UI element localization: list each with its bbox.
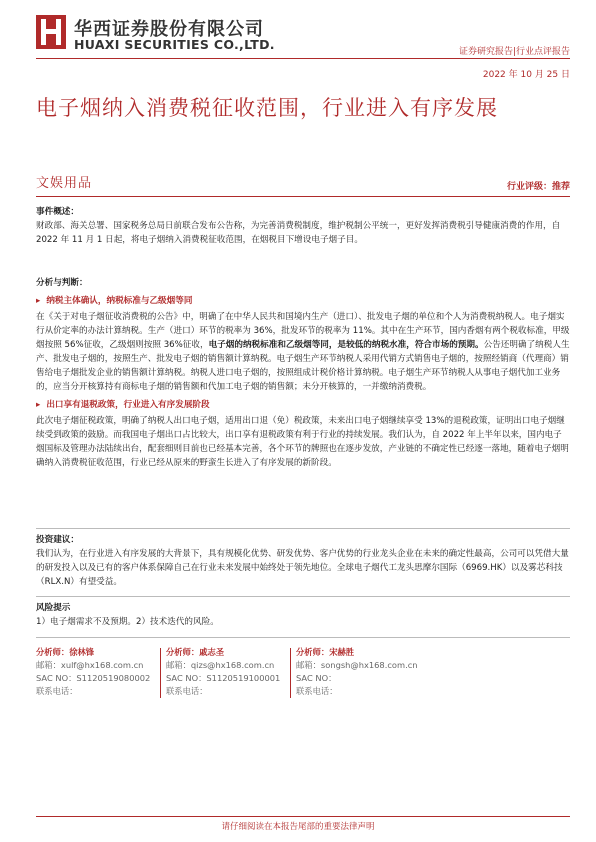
company-name-cn: 华西证券股份有限公司 [74,19,264,40]
section-divider [36,637,570,638]
risk-heading: 风险提示 [36,603,71,613]
analysis-p1-bold: 电子烟的纳税标准和乙级烟等同，是较低的纳税水准，符合市场的预期。 [208,340,484,350]
industry-rating: 行业评级：推荐 [506,182,570,192]
analysis-heading: 分析与判断： [36,278,88,288]
advice-text: 我们认为，在行业进入有序发展的大背景下，具有规模化优势、研发优势、客户优势的行业龙头企业在未来的确定性最高，公司可以凭借大量的研发投入以及已有的客户体系保障自己在行业未来发展中始终处于领先地位。全球电子烟代工龙头思摩尔国际（6969.HK）以及雾芯科技（RLX.N）有望受益。 [36,549,569,587]
industry-name: 文娱用品 [36,176,93,191]
advice-heading: 投资建议： [36,535,79,545]
analyst-email[interactable]: xulf@hx168.com.cn [60,660,144,670]
section-divider [36,528,570,529]
analyst-sac: SAC NO：S1120519080002 [36,673,151,683]
advice-section [36,533,570,589]
event-heading: 事件概述： [36,207,79,217]
analyst-email[interactable]: songsh@hx168.com.cn [320,660,418,670]
analyst-name: 戚志圣 [199,647,225,657]
event-text: 财政部、海关总署、国家税务总局日前联合发布公告称，为完善消费税制度，维护税制公平统一，更好发挥消费税引导健康消费的作用，自 2022 年 11 月 1 日起，将电子烟纳入消费税征收范围，在烟税目下增设电子烟子目。 [36,221,561,245]
analyst-sac: SAC NO：S1120519100001 [166,673,281,683]
analysis-subtitle-1-text: 纳税主体确认，纳税标准与乙级烟等同 [46,296,193,306]
header-divider [36,58,570,59]
email-label: 邮箱： [296,660,321,670]
analyst-phone: 联系电话： [296,686,338,696]
analyst-divider [160,648,161,698]
analysis-section [36,276,570,470]
analysis-paragraph-1 [36,310,570,394]
analysis-subtitle-2-text: 出口享有退税政策，行业进入有序发展阶段 [46,400,210,410]
analyst-name: 宋赫胜 [329,647,355,657]
analysis-paragraph-2: 此次电子烟征税政策，明确了纳税人出口电子烟，适用出口退（免）税政策，未来出口电子烟继续享受 13%的退税政策，证明出口电子烟继续受到政策的鼓励。而我国电子烟出口占比较大，出口享有退税政策有利于行业的持续发展。我们认为，自 2022 年上半年以来，国内电子烟国标及管理办法陆续出台，配套细则目前也已经基本完善，各个环节的牌照也在逐步发放，产业链的不确定性已经逐一落地，随着电子烟明确纳入消费税征收范围，行业已经从原来的野蛮生长进入了有序发展的新阶段。 [36,416,569,468]
analyst-phone: 联系电话： [166,686,208,696]
report-title: 电子烟纳入消费税征收范围，行业进入有序发展 [36,96,498,120]
analyst-name: 徐林锋 [69,647,95,657]
huaxi-logo-icon [36,15,66,49]
event-section [36,205,570,247]
analyst-email[interactable]: qizs@hx168.com.cn [190,660,275,670]
analysis-subtitle-1: ▸ 纳税主体确认，纳税标准与乙级烟等同 [36,296,193,306]
analyst-card [296,646,466,698]
analyst-phone: 联系电话： [36,686,78,696]
analysis-p1-part-a: 在《关于对电子烟征收消费税的公告》中，明确了在中华人民共和国境内生产（进口）、批发电子烟的单位和个人为消费税纳税人。电子烟实行从价定率的办法计算纳税。生产（进口）环节的税率为 36%，批发环节的税率为 11%。其中在生产环节，国内香烟有两个税收标准，甲级烟按照 56%征收，乙级烟则按照 36%征收， [36,312,570,350]
title-divider [36,196,570,197]
section-divider [36,596,570,597]
legal-disclaimer-notice: 请仔细阅读在本报告尾部的重要法律声明 [221,822,375,832]
risk-section [36,601,570,629]
footer-divider [36,816,570,817]
risk-text: 1）电子烟需求不及预期。2）技术迭代的风险。 [36,617,219,627]
report-date: 2022 年 10 月 25 日 [482,70,570,80]
analysis-p1-part-b: 公告还明确了纳税人生产、批发电子烟的，按照生产、批发电子烟的销售额计算纳税。电子烟生产环节纳税人采用代销方式销售电子烟的，按照经销商（代理商）销售给电子烟批发企业的销售额计算纳税。纳税人进口电子烟的，按照组成计税价格计算纳税。电子烟生产环节纳税人从事电子烟代加工业务的，应当分开核算持有商标电子烟的销售额和代加工电子烟的销售额；未分开核算的，一并缴纳消费税。 [36,340,570,392]
analyst-label: 分析师： [166,647,200,657]
company-name-en: HUAXI SECURITIES CO.,LTD. [74,37,275,52]
analyst-label: 分析师： [36,647,70,657]
email-label: 邮箱： [166,660,191,670]
email-label: 邮箱： [36,660,61,670]
analyst-sac: SAC NO： [296,673,337,683]
report-type: 证券研究报告|行业点评报告 [458,47,570,57]
analysis-subtitle-2: ▸ 出口享有退税政策，行业进入有序发展阶段 [36,400,210,410]
analyst-divider [290,648,291,698]
analyst-label: 分析师： [296,647,330,657]
